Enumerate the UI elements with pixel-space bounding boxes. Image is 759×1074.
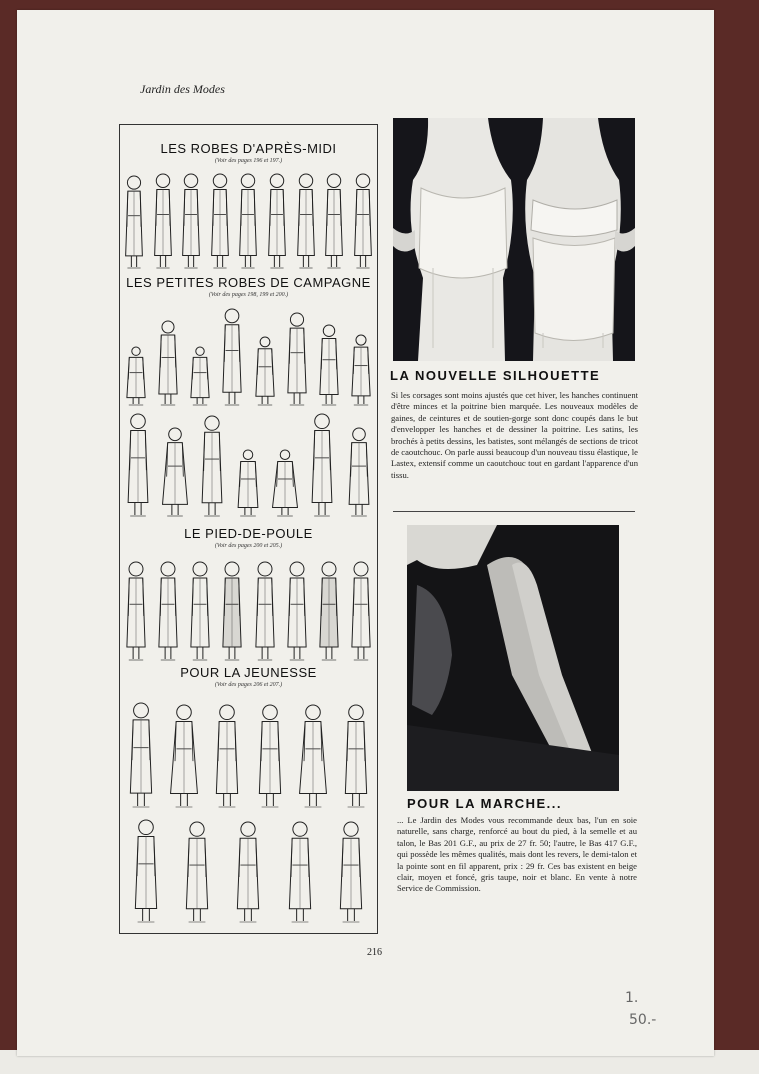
dress-sketch-figure (188, 561, 212, 661)
running-title: Jardin des Modes (140, 82, 225, 96)
article-title-pour-la-marche: POUR LA MARCHE... (407, 796, 563, 811)
dress-sketch-figure (317, 561, 341, 661)
dress-sketch-figure (235, 449, 261, 517)
dress-sketch-figure (253, 336, 277, 406)
dress-sketch-figure (123, 175, 145, 269)
dress-sketch-figure (317, 324, 341, 406)
dress-sketch-figure (285, 561, 309, 661)
dress-sketch-figure (127, 702, 155, 808)
dress-sketch-figure (346, 427, 372, 517)
dress-sketch-figure (309, 413, 335, 517)
stockings-photo (407, 525, 619, 791)
dress-sketch-figure (132, 819, 160, 923)
dress-sketch-figure (342, 704, 370, 808)
article-body-pour-la-marche: ... Le Jardin des Modes vous recommande deux bas, l'un en soie naturelle, sans charge, renforcé au bout du pied, à la semelle et au talon, le Bas 201 G.F., au prix de 27 fr. 50; l'autre, le Bas 417 G.F., qui possède les mêmes qualités, mais dont les revers, le demi-talon et la pointe sont en fil apparent, prix : 29 fr. Ces bas existent en beige clair, moyen et foncé, gris taupe, noir et blanc. En vente à notre Service de Commission. (397, 815, 637, 894)
dress-sketch-figure (125, 413, 151, 517)
section-subtitle: (Voir des pages 200 et 205.) (214, 543, 283, 549)
figure-row (120, 303, 377, 406)
dress-sketch-figure (253, 561, 277, 661)
pencil-note-line1: 1. (625, 990, 639, 1006)
dress-sketch-figure (234, 821, 262, 923)
dress-sketch-figure (220, 561, 244, 661)
figure-row (120, 409, 377, 517)
dress-sketch-figure (124, 561, 148, 661)
dress-sketch-figure (180, 173, 202, 269)
section-title-petites-robes: LES PETITES ROBES DE CAMPAGNE (126, 275, 371, 290)
dress-sketch-figure (220, 308, 244, 406)
dress-sketch-figure (266, 173, 288, 269)
article-title-nouvelle-silhouette: LA NOUVELLE SILHOUETTE (390, 368, 601, 383)
article-body-nouvelle-silhouette: Si les corsages sont moins ajustés que cet hiver, les hanches continuent d'être minces et la poitrine bien marquée. Les nouveaux modèles de gaines, de ceintures et de soutien-gorge sont donc coupés dans le but d'envelopper les hanches et de dessiner la poitrine. Les satins, les brochés à petits dessins, les batistes, sont mélangés de sections de tricot de caoutchouc. On parle aussi beaucoup d'un nouveau tissu élastique, le Lastex, extensif comme un caoutchouc tout en gardant l'apparence d'un tissu. (391, 390, 638, 480)
dress-sketch-figure (156, 561, 180, 661)
section-subtitle: (Voir des pages 206 et 207.) (214, 682, 283, 688)
dress-sketch-figure (352, 173, 374, 269)
figure-row (120, 553, 377, 661)
dress-sketch-figure (299, 704, 327, 808)
lingerie-photo (393, 118, 635, 361)
dress-sketch-figure (349, 561, 373, 661)
dress-sketch-figure (170, 704, 198, 808)
section-title-pour-la-jeunesse: POUR LA JEUNESSE (180, 665, 317, 680)
section-subtitle: (Voir des pages 198, 199 et 200.) (208, 292, 289, 298)
magazine-page (17, 10, 714, 1056)
figure-row (120, 815, 377, 923)
figure-row (120, 169, 377, 269)
dress-sketch-figure (295, 173, 317, 269)
dress-sketch-figure (199, 415, 225, 517)
fashion-sketch-panel (119, 124, 378, 934)
dress-sketch-figure (152, 173, 174, 269)
dress-sketch-figure (183, 821, 211, 923)
section-title-robes-apres-midi: LES ROBES D'APRÈS-MIDI (160, 141, 337, 156)
dress-sketch-figure (156, 320, 180, 406)
dress-sketch-figure (285, 312, 309, 406)
dress-sketch-figure (323, 173, 345, 269)
dress-sketch-figure (272, 449, 298, 517)
dress-sketch-figure (124, 346, 148, 406)
dress-sketch-figure (349, 334, 373, 406)
dress-sketch-figure (337, 821, 365, 923)
dress-sketch-figure (188, 346, 212, 406)
pencil-note-line2: 50.- (629, 1012, 657, 1028)
dress-sketch-figure (213, 704, 241, 808)
section-subtitle: (Voir des pages 196 et 197.) (214, 158, 283, 164)
dress-sketch-figure (162, 427, 188, 517)
dress-sketch-figure (286, 821, 314, 923)
divider-rule (393, 511, 635, 512)
dress-sketch-figure (237, 173, 259, 269)
page-number: 216 (367, 947, 382, 958)
figure-row (120, 698, 377, 808)
dress-sketch-figure (209, 173, 231, 269)
section-title-pied-de-poule: LE PIED-DE-POULE (184, 526, 313, 541)
dress-sketch-figure (256, 704, 284, 808)
